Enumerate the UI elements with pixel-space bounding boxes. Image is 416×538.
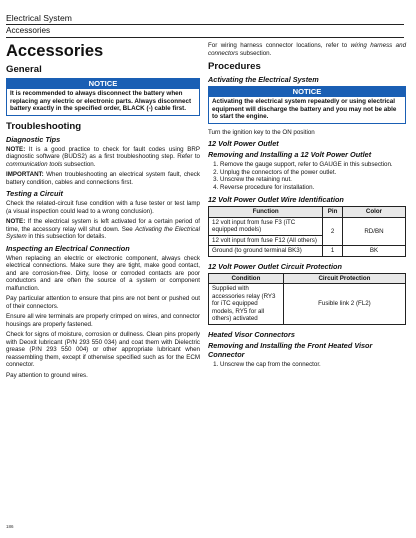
table-cell: Ground (to ground terminal BK3) <box>209 246 323 257</box>
intro-tail: subsection. <box>238 49 272 57</box>
table-cell: RD/BN <box>342 217 405 246</box>
page-number: 186 <box>6 524 14 529</box>
table-header-row <box>209 273 406 284</box>
intro-text: For wiring harness connector locations, refer to <box>208 42 351 49</box>
intro-reference: wiring harness and connectors <box>208 42 407 57</box>
table-cell: 12 volt input from fuse F12 (All others) <box>209 235 323 246</box>
notice-label: NOTICE <box>209 87 405 97</box>
step-item: 1. Remove the gauge support, refer to GAUGE in this subsection. <box>220 161 406 169</box>
table-row <box>209 284 406 325</box>
diagnostic-tips-heading: Diagnostic Tips <box>6 134 61 144</box>
circuit-protection-table <box>208 273 406 325</box>
important-battery <box>6 171 200 186</box>
removing-outlet-heading: Removing and Installing a 12 Volt Power Outlet <box>208 150 372 159</box>
testing-circuit-text: Check the related-circuit fuse condition with a fuse tester or test lamp (a visual inspection could lead to a wrong conclusion). <box>6 200 200 215</box>
column-header: Condition <box>209 273 284 284</box>
activating-heading: Activating the Electrical System <box>208 75 319 84</box>
note-tail: subsection. <box>62 160 96 168</box>
heated-visor-heading: Heated Visor Connectors <box>208 329 295 339</box>
note-label: NOTE: <box>6 145 26 153</box>
step-item: 4. Reverse procedure for installation. <box>220 184 406 192</box>
testing-circuit-heading: Testing a Circuit <box>6 189 63 198</box>
visor-steps <box>208 361 406 369</box>
table-row <box>209 217 406 235</box>
outlet-heading: 12 Volt Power Outlet <box>208 139 279 148</box>
table-cell: 2 <box>323 217 343 246</box>
header-subsection: Accessories <box>6 26 51 35</box>
column-header: Function <box>209 207 323 218</box>
table-cell: Fusible link 2 (FL2) <box>283 284 405 325</box>
left-column <box>6 42 200 382</box>
notice-box-battery <box>6 78 200 116</box>
inspect-paragraph: Ensure all wire terminals are properly crimped on wires, and connector housings are properly fastened. <box>6 313 200 328</box>
right-column <box>208 42 406 372</box>
table-cell: 12 volt input from fuse F3 (iTC equipped models) <box>209 217 323 235</box>
note-relay <box>6 218 200 241</box>
notice-text: It is recommended to always disconnect the battery when replacing any electric or electronic parts. Always disconnect battery exactly in the specified order, BLACK (-) cable first. <box>10 90 192 112</box>
step-item: 3. Unscrew the retaining nut. <box>220 176 406 184</box>
step-item: 2. Unplug the connectors of the power outlet. <box>220 169 406 177</box>
table-row <box>209 246 406 257</box>
table-cell: Supplied with accessories relay (RY3 for iTC equipped models, RY5 for all others) activated <box>209 284 284 325</box>
column-header: Pin <box>323 207 343 218</box>
procedures-heading: Procedures <box>208 61 261 72</box>
note-text: It is a good practice to check for fault codes using BRP diagnostic software (BUDS2) as a first troubleshooting step. Refer to <box>6 145 200 160</box>
wiring-intro <box>208 42 406 57</box>
page-title: Accessories <box>6 42 104 60</box>
inspect-paragraph: When replacing an electric or electronic component, always check electrical connections. Make sure they are tight, make good contact, and are corrosion-free. Dirty, loose or corroded contacts are poor conductors and are often the source of a system or component malfunction. <box>6 254 200 292</box>
notice-text: Activating the electrical system repeatedly or using electrical equipment will discharge the battery and you may not be able to start the engine. <box>212 98 397 120</box>
general-heading: General <box>6 64 42 75</box>
wire-id-heading: 12 Volt Power Outlet Wire Identification <box>208 195 344 204</box>
table-cell: BK <box>342 246 405 257</box>
header-section: Electrical System <box>6 13 72 23</box>
inspecting-connection-heading: Inspecting an Electrical Connection <box>6 243 130 253</box>
notice-box-discharge <box>208 86 406 124</box>
step-item: 1. Unscrew the cap from the connector. <box>220 361 406 369</box>
note-text: If the electrical system is left activated for a certain period of time, the accessory relay will shut down. See <box>6 218 200 233</box>
note-reference: Activating the Electrical System <box>6 225 201 240</box>
note-label: NOTE: <box>6 218 26 225</box>
note-fault-codes <box>6 146 200 169</box>
column-header: Color <box>342 207 405 218</box>
table-cell: 1 <box>323 246 343 257</box>
important-label: IMPORTANT: <box>6 171 44 178</box>
removing-visor-heading: Removing and Installing the Front Heated Visor Connector <box>208 340 373 359</box>
removal-steps <box>208 161 406 191</box>
page-header <box>6 13 404 38</box>
circuit-protection-heading: 12 Volt Power Outlet Circuit Protection <box>208 261 342 271</box>
inspect-paragraph: Pay attention to ground wires. <box>6 371 88 379</box>
notice-label: NOTICE <box>7 79 199 89</box>
inspect-paragraph: Pay particular attention to ensure that pins are not bent or pushed out of their connectors. <box>6 295 200 310</box>
note-reference: communication tools <box>6 160 63 168</box>
important-text: When troubleshooting an electrical system fault, check battery condition, cables and connections first. <box>6 171 200 186</box>
turn-ignition-text: Turn the ignition key to the ON position <box>208 128 315 136</box>
table-header-row <box>209 207 406 218</box>
note-tail: in this subsection for details. <box>26 233 107 240</box>
troubleshooting-heading: Troubleshooting <box>6 120 82 132</box>
wire-id-table <box>208 206 406 257</box>
header-rule-bottom <box>6 37 404 38</box>
column-header: Circuit Protection <box>283 273 405 284</box>
inspect-paragraph: Check for signs of moisture, corrosion or dullness. Clean pins properly with Deoxit lubricant (P/N 293 550 034) and coat them with Dielectric grease (P/N 293 550 004) or other appropriate lubricant when reassembling them, except if otherwise specified such as for the ECM connector. <box>6 331 200 368</box>
